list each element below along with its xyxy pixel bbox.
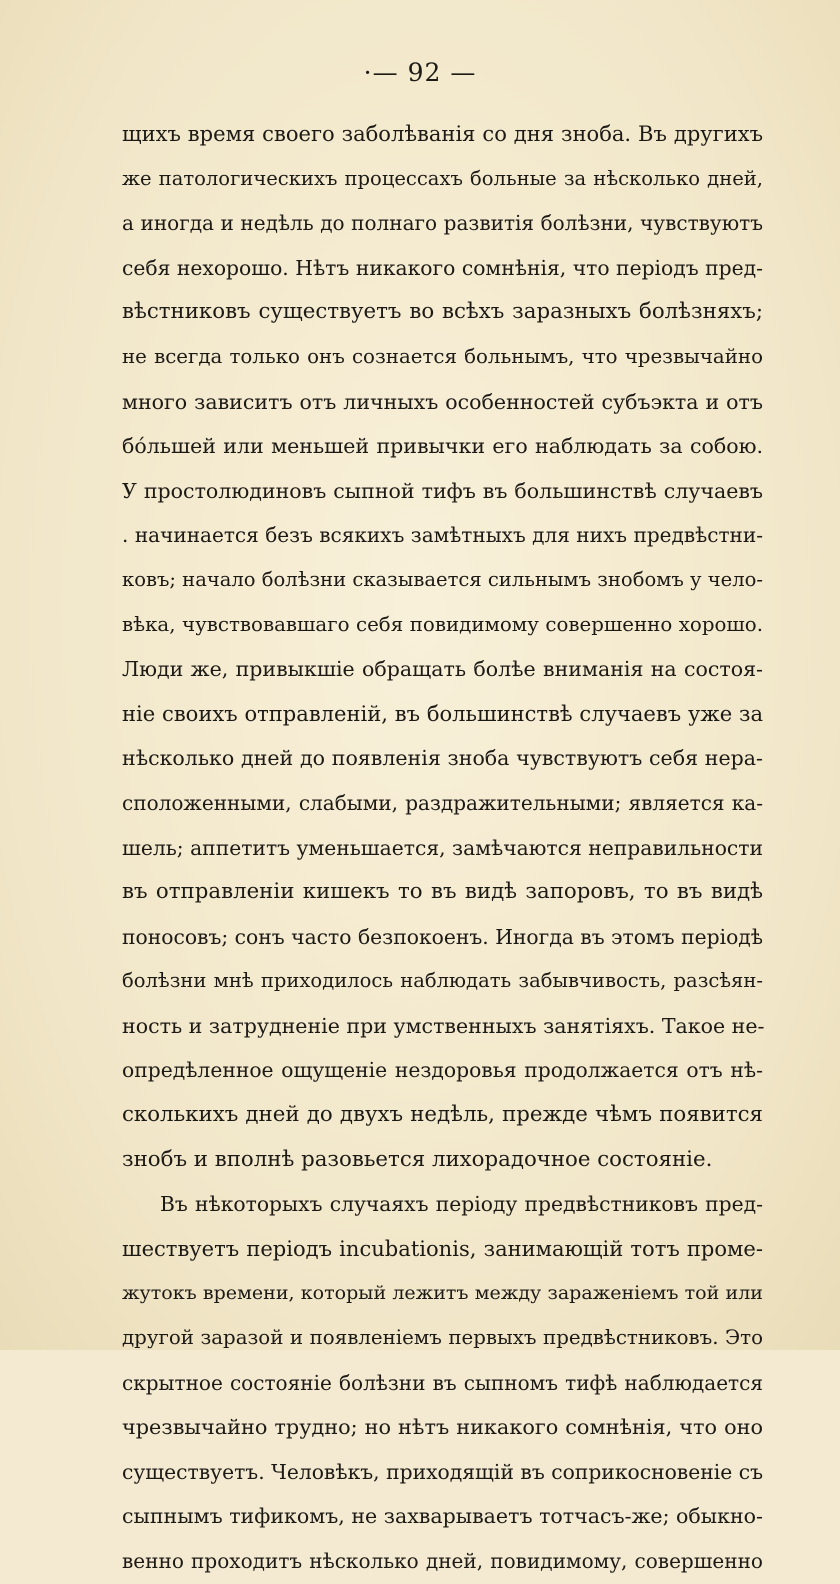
text-line: ніе своихъ отправленій, въ большинствѣ случаевъ уже за [122,700,763,726]
text-line: много зависитъ отъ личныхъ особенностей субъэкта и отъ [122,389,763,414]
text-line: не всегда только онъ сознается больнымъ, что чрезвычайно [122,344,763,368]
page-number: ·— 92 — [363,58,477,87]
text-line: существуетъ. Человѣкъ, приходящій въ соприкосновеніе съ [122,1459,763,1484]
text-line: Люди же, привыкшіе обращать болѣе вниманія на состоя- [122,657,763,682]
body-text [122,112,763,1584]
text-line: чрезвычайно трудно; но нѣтъ никакого сомнѣнія, что оно [122,1415,763,1440]
text-line: другой заразой и появленіемъ первыхъ предвѣстниковъ. Это [122,1326,763,1350]
text-line: жутокъ времени, который лежитъ между зараженіемъ той или [122,1282,763,1305]
text-line: въ отправленіи кишекъ то въ видѣ запоровъ, то въ видѣ [122,879,763,905]
text-line: шель; аппетитъ уменьшается, замѣчаются неправильности [122,835,763,860]
text-line: скрытное состояніе болѣзни въ сыпномъ тифѣ наблюдается [122,1370,763,1395]
text-line: ковъ; начало болѣзни сказывается сильнымъ знобомъ у чело- [122,567,763,591]
text-line: У простолюдиновъ сыпной тифъ въ большинствѣ случаевъ [122,478,763,503]
text-line: болѣзни мнѣ приходилось наблюдать забывчивость, разсѣян- [122,969,763,993]
text-line: шествуетъ періодъ incubationis, занимающій тотъ проме- [122,1235,763,1261]
text-line: а иногда и недѣль до полнаго развитія болѣзни, чувствуютъ [122,211,763,236]
text-line: опредѣленное ощущеніе нездоровья продолжается отъ нѣ- [122,1058,763,1083]
text-line: поносовъ; сонъ часто безпокоенъ. Иногда въ этомъ періодѣ [122,924,763,949]
text-line: сколькихъ дней до двухъ недѣль, прежде чѣмъ появится [122,1102,763,1128]
paragraph-start-line: Въ нѣкоторыхъ случаяхъ періоду предвѣстниковъ пред- [160,1192,763,1217]
text-line: бо́льшей или меньшей привычки его наблюдать за собою. [122,434,763,459]
text-line: . начинается безъ всякихъ замѣтныхъ для нихъ предвѣстни- [122,523,763,548]
text-line: венно проходитъ нѣсколько дней, повидимому, совершенно [122,1549,763,1573]
text-line: же патологическихъ процессахъ больные за нѣсколько дней, [122,166,763,190]
text-line: вѣстниковъ существуетъ во всѣхъ заразныхъ болѣзняхъ; [122,299,763,325]
text-line: ность и затрудненіе при умственныхъ занятіяхъ. Такое не- [122,1013,765,1038]
text-line: вѣка, чувствовавшаго себя повидимому совершенно хорошо. [122,612,763,636]
text-line: сположенными, слабыми, раздражительными; является ка- [122,790,763,815]
text-line: сыпнымъ тификомъ, не захварываетъ тотчасъ-же; обыкно- [122,1504,763,1529]
text-line: щихъ время своего заболѣванія со дня зноба. Въ другихъ [122,121,763,146]
text-line: себя нехорошо. Нѣтъ никакого сомнѣнія, что періодъ пред- [122,255,763,280]
paragraph-end-line: знобъ и вполнѣ разовьется лихорадочное состояніе. [122,1146,713,1172]
text-line: нѣсколько дней до появленія зноба чувствуютъ себя нера- [122,746,763,771]
